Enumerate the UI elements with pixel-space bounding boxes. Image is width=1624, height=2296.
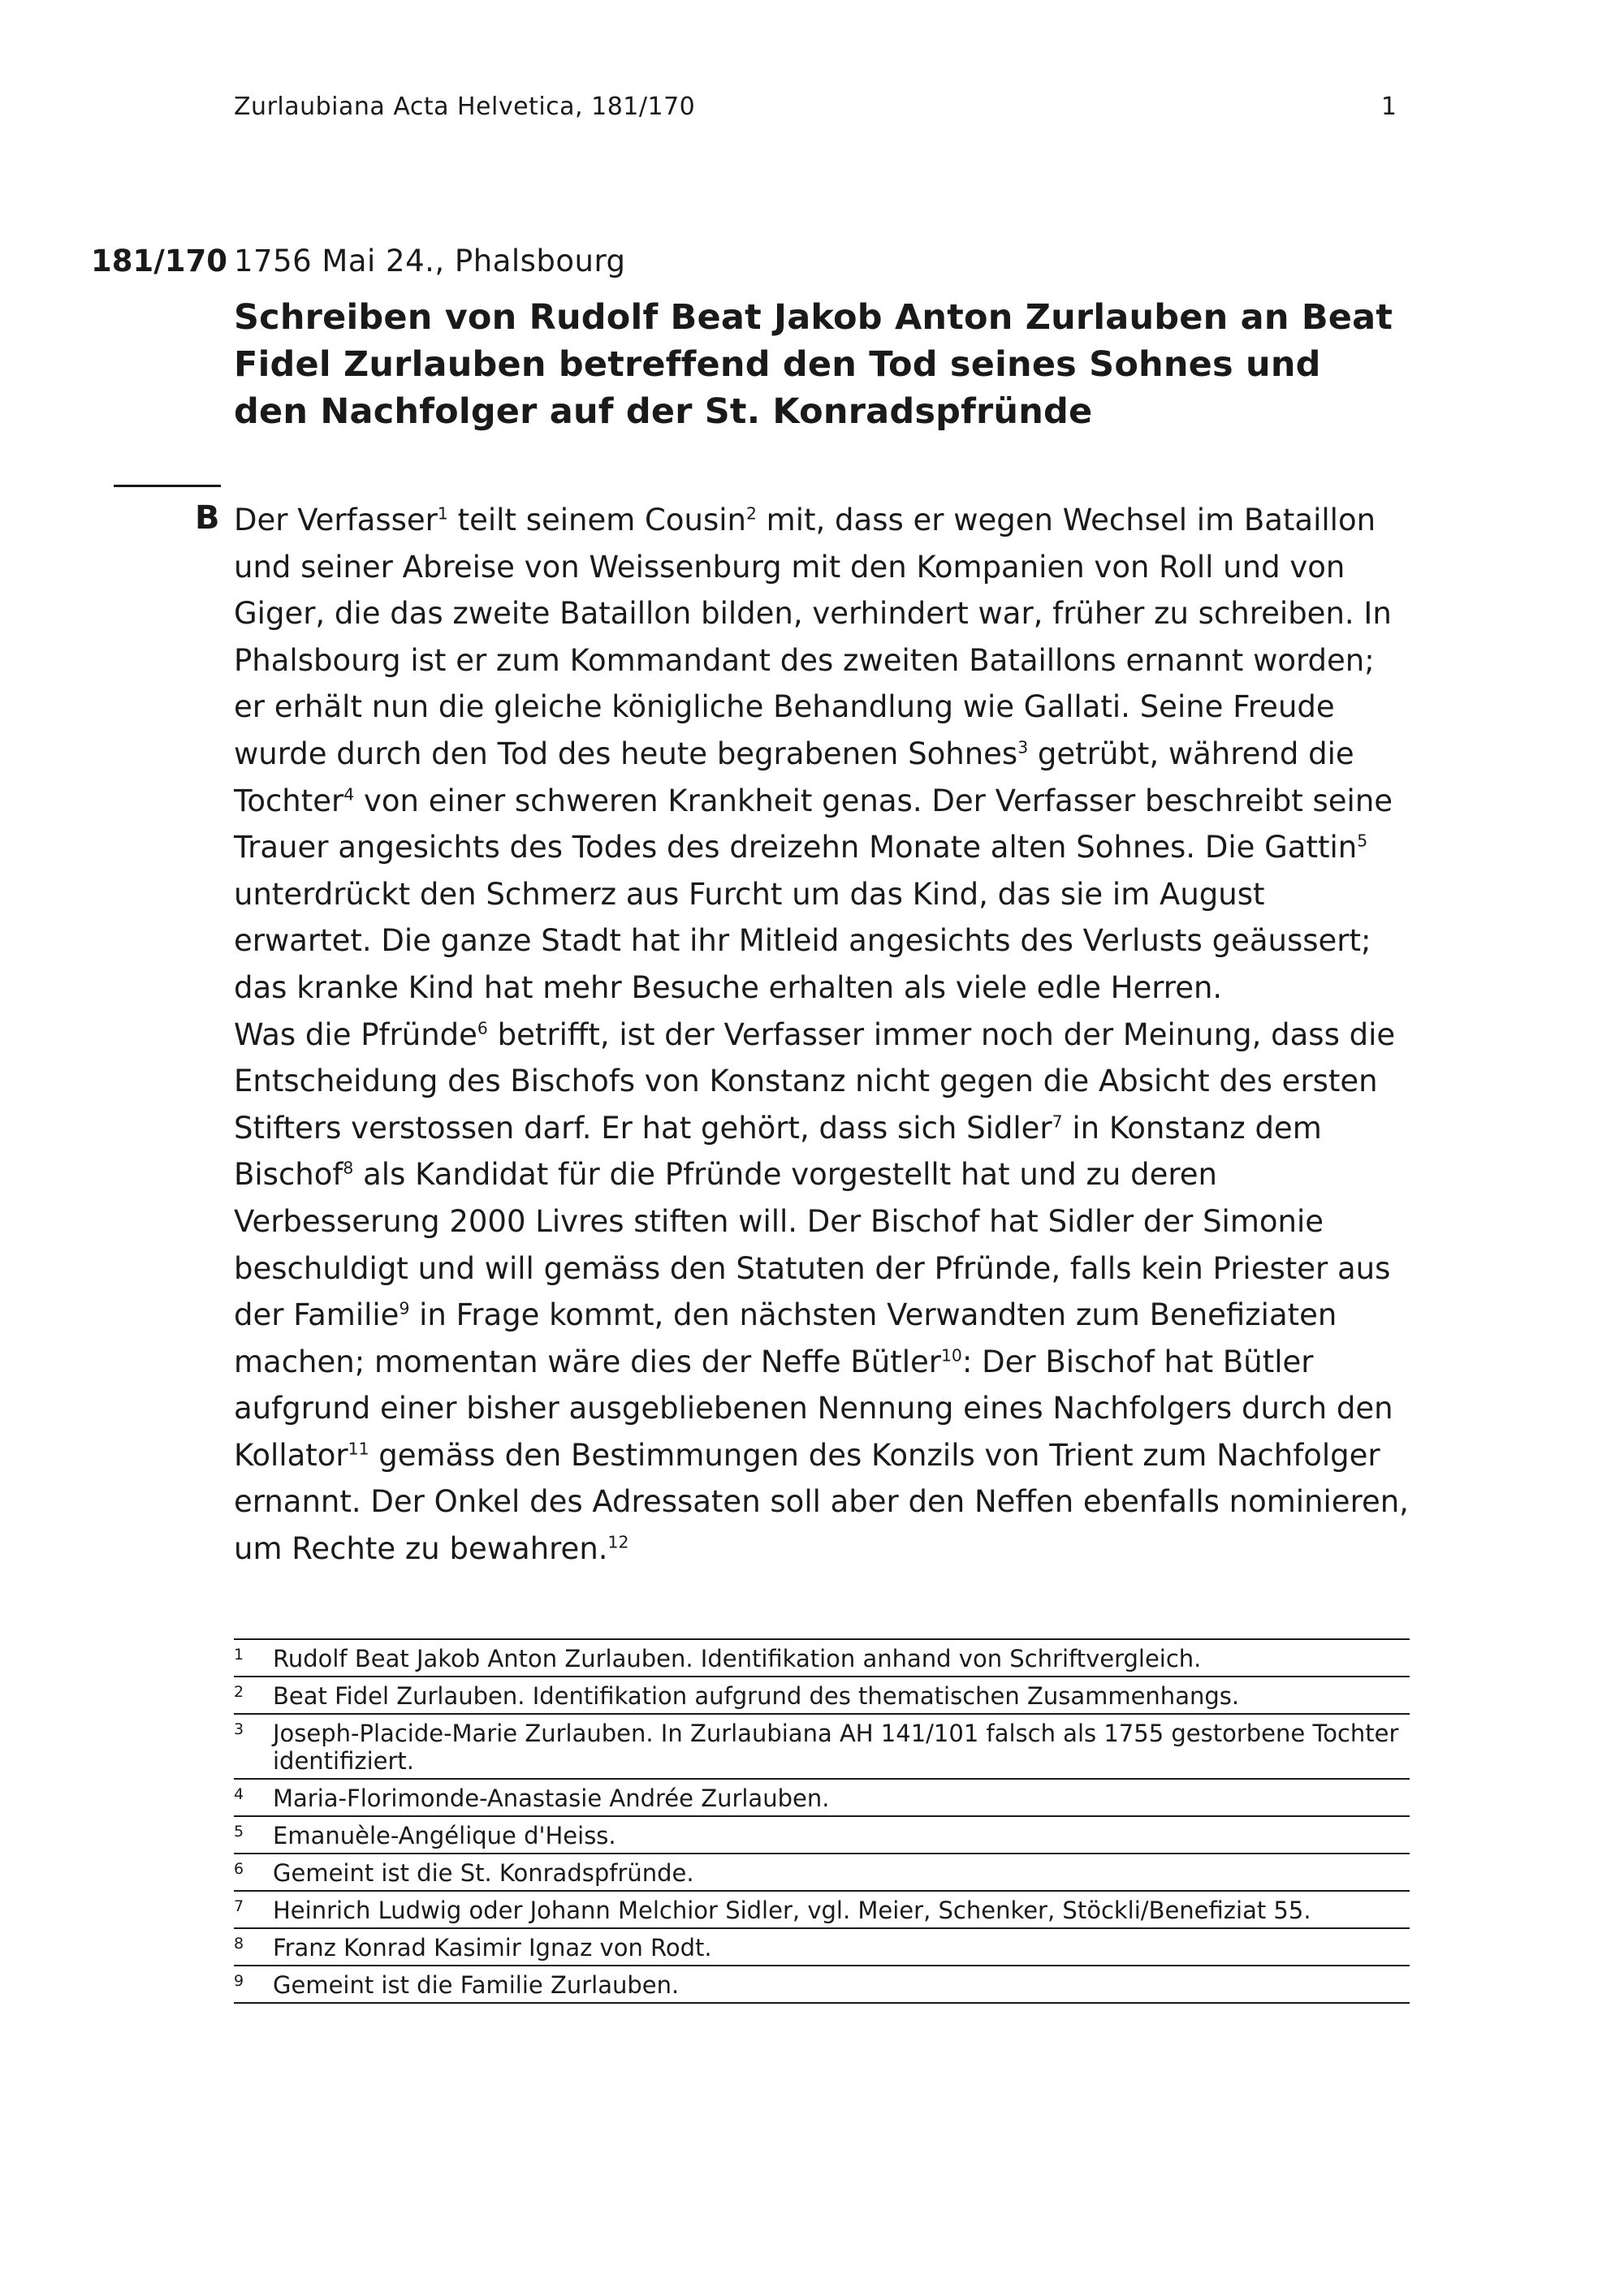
footnote-number: 6 [234, 1860, 244, 1878]
footnote-text: Rudolf Beat Jakob Anton Zurlauben. Identifikation anhand von Schriftvergleich. [273, 1645, 1202, 1672]
footnote-ref[interactable]: 5 [1357, 831, 1368, 851]
footnote-text: Gemeint ist die Familie Zurlauben. [273, 1971, 680, 1999]
footnote-text: Beat Fidel Zurlauben. Identifikation aufgrund des thematischen Zusammenhangs. [273, 1682, 1240, 1710]
footnote-ref[interactable]: 6 [477, 1018, 488, 1038]
footnote-text: Gemeint ist die St. Konradspfründe. [273, 1859, 694, 1887]
section-marker-rule [114, 485, 221, 487]
footnote [234, 1778, 1410, 1815]
footnote-ref[interactable]: 8 [343, 1158, 354, 1178]
footnote [234, 1965, 1410, 2002]
footnote [234, 1638, 1410, 1676]
entry-number: 181/170 [91, 244, 227, 278]
footnote-ref[interactable]: 11 [348, 1439, 369, 1459]
footnote [234, 1927, 1410, 1965]
footnote-text: Emanuèle-Angélique d'Heiss. [273, 1822, 616, 1849]
footnote-number: 7 [234, 1897, 244, 1915]
footnote [234, 1853, 1410, 1890]
summary-paragraph-2: Was die Pfründe$^6$ betrifft, ist der Verfasser immer noch der Meinung, dass die Entscheidung des Bischofs von Konstanz nicht gegen die Absicht des ersten Stifters verstossen darf. Er hat gehört, dass sich Sidler$^7$ in Konstanz dem Bischof$^8$ als Kandidat für die Pfründe vorgestellt hat und zu deren Verbesserung 2000 Livres stiften will. Der Bischof hat Sidler der Simonie beschuldigt und will gemäss den Statuten der Pfründe, falls kein Priester aus der Familie$^9$ in Frage kommt, den nächsten Verwandten zum Benefiziaten machen; momentan wäre dies der Neffe Bütler$^{10}$: Der Bischof hat Bütler aufgrund einer bisher ausgebliebenen Nennung eines Nachfolgers durch den Kollator$^{11}$ gemäss den Bestimmungen des Konzils von Trient zum Nachfolger ernannt. Der Onkel des Adressaten soll aber den Neffen ebenfalls nominieren, um Rechte zu bewahren.$^{12}$ [234, 1016, 1409, 1567]
footnote [234, 1890, 1410, 1927]
entry-date-place: 1756 Mai 24., Phalsbourg [234, 244, 626, 278]
footnote-number: 5 [234, 1823, 244, 1841]
page-number: 1 [1380, 93, 1397, 121]
footnote [234, 1713, 1410, 1778]
footnote-ref[interactable]: 4 [343, 784, 355, 805]
footnote-number: 4 [234, 1785, 244, 1803]
footnote-number: 2 [234, 1683, 244, 1701]
footnotes-list [234, 1638, 1410, 2004]
section-marker: B [195, 499, 220, 537]
footnote-ref[interactable]: 9 [399, 1298, 410, 1318]
footnote-ref[interactable]: 2 [745, 503, 757, 524]
footnote-ref[interactable]: 7 [1052, 1111, 1063, 1132]
footnote-number: 8 [234, 1935, 244, 1953]
footnote-number: 9 [234, 1972, 244, 1990]
footnote-ref[interactable]: 10 [940, 1345, 962, 1366]
footnote-text: Maria-Florimonde-Anastasie Andrée Zurlauben. [273, 1785, 830, 1812]
summary-paragraph-1: Der Verfasser$^1$ teilt seinem Cousin$^2$ mit, dass er wegen Wechsel im Bataillon und seiner Abreise von Weissenburg mit den Kompanien von Roll und von Giger, die das zweite Bataillon bilden, verhindert war, früher zu schreiben. In Phalsbourg ist er zum Kommandant des zweiten Bataillons ernannt worden; er erhält nun die gleiche königliche Behandlung wie Gallati. Seine Freude wurde durch den Tod des heute begrabenen Sohnes$^3$ getrübt, während die Tochter$^4$ von einer schweren Krankheit genas. Der Verfasser beschreibt seine Trauer angesichts des Todes des dreizehn Monate alten Sohnes. Die Gattin$^5$ unterdrückt den Schmerz aus Furcht um das Kind, das sie im August erwartet. Die ganze Stadt hat ihr Mitleid angesichts des Verlusts geäussert; das kranke Kind hat mehr Besuche erhalten als viele edle Herren. [234, 503, 1393, 1005]
footnote-ref[interactable]: 12 [607, 1532, 629, 1552]
footnotes-end-rule [234, 2002, 1410, 2004]
footnote-number: 3 [234, 1720, 244, 1738]
footnote-text: Joseph-Placide-Marie Zurlauben. In Zurlaubiana AH 141/101 falsch als 1755 gestorbene Tochter identifiziert. [273, 1720, 1399, 1775]
footnote-ref[interactable]: 3 [1017, 737, 1029, 757]
footnote-number: 1 [234, 1646, 244, 1664]
footnote-ref[interactable]: 1 [437, 503, 448, 524]
footnote [234, 1676, 1410, 1713]
running-header: Zurlaubiana Acta Helvetica, 181/170 [234, 93, 696, 121]
footnote-text: Franz Konrad Kasimir Ignaz von Rodt. [273, 1934, 712, 1962]
entry-title: Schreiben von Rudolf Beat Jakob Anton Zurlauben an Beat Fidel Zurlauben betreffend den Tod seines Sohnes und den Nachfolger auf der St. Konradspfründe [234, 297, 1393, 432]
footnote-text: Heinrich Ludwig oder Johann Melchior Sidler, vgl. Meier, Schenker, Stöckli/Benefiziat 55. [273, 1897, 1311, 1924]
summary-body [234, 497, 1411, 1573]
footnote [234, 1815, 1410, 1853]
